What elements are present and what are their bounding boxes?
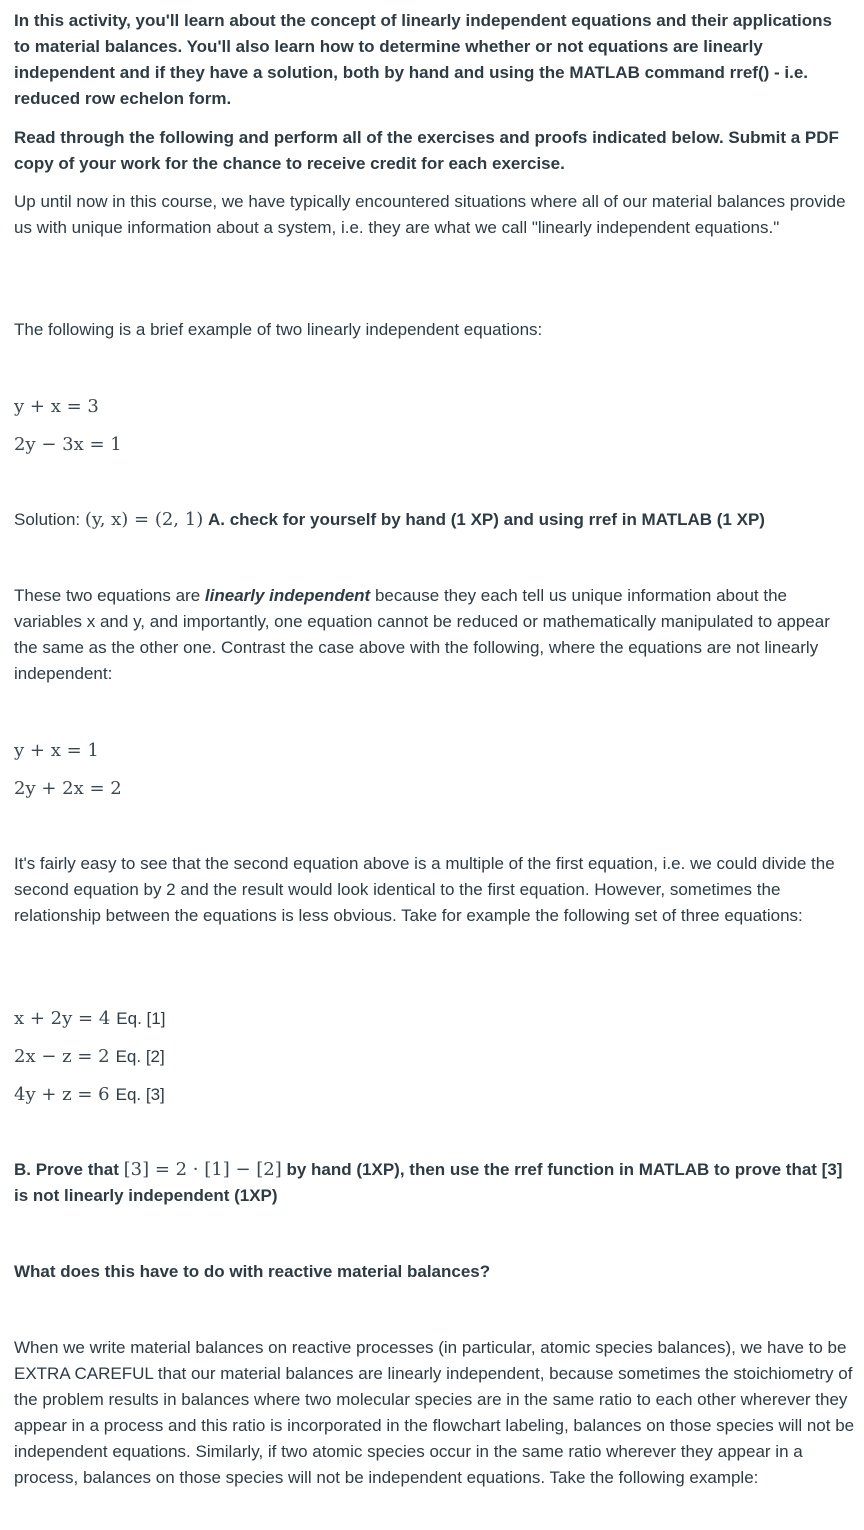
eq1-label: Eq. [1] (116, 1009, 166, 1028)
section-heading: What does this have to do with reactive material balances? (14, 1262, 491, 1281)
exercise-b-suffix: by hand (1XP), then use the rref function in MATLAB to prove that [3] is not linearly independent (1XP) (14, 1160, 843, 1205)
eq2-label: Eq. [2] (115, 1047, 165, 1066)
equation-set2-1: y + x = 1 (14, 740, 99, 761)
equation-set3-1 (14, 1006, 852, 1032)
paragraph-linearly-independent (14, 583, 852, 687)
paragraph-linear-independence: Up until now in this course, we have typically encountered situations where all of our material balances provide us with unique information about a system, i.e. they are what we call "linearly independent equations." (14, 192, 846, 237)
linearly-independent-emphasis: linearly independent (204, 586, 371, 605)
solution-label: Solution: (14, 510, 85, 529)
equation-set3-2 (14, 1044, 852, 1070)
para5-after: because they each tell us unique information about the variables x and y, and importantly, one equation cannot be reduced or mathematically manipulated to appear the same as the other one. Contrast the case above with the following, where the equations are not linearly independent: (14, 586, 830, 683)
paragraph-reactive-balances: When we write material balances on reactive processes (in particular, atomic species balances), we have to be EXTRA CAREFUL that our material balances are linearly independent, because sometimes the stoichiometry of the problem results in balances where two molecular species are in the same ratio to each other wherever they appear in a process and this ratio is incorporated in the flowchart labeling, balances on those species will not be independent equations. Similarly, if two atomic species occur in the same ratio wherever they appear in a process, balances on those species will not be independent equations. Take the following example: (14, 1338, 855, 1487)
eq3-label: Eq. [3] (115, 1085, 165, 1104)
intro-paragraph-2: Read through the following and perform all of the exercises and proofs indicated below. Submit a PDF copy of your work for the chance to receive credit for each exercise. (14, 128, 839, 173)
intro-paragraph-1: In this activity, you'll learn about the concept of linearly independent equations and their applications to material balances. You'll also learn how to determine whether or not equations are linearly independent and if they have a solution, both by hand and using the MATLAB command rref() - i.e. reduced row echelon form. (14, 11, 832, 108)
equation-set1-2: 2y − 3x = 1 (14, 434, 122, 455)
equation-set3-3 (14, 1082, 852, 1108)
eq3-math: 4y + z = 6 (14, 1084, 110, 1105)
exercise-b-prefix: B. Prove that (14, 1160, 124, 1179)
paragraph-brief-example: The following is a brief example of two linearly independent equations: (14, 320, 543, 339)
para5-before: These two equations are (14, 586, 205, 605)
solution-line (14, 507, 852, 533)
eq2-math: 2x − z = 2 (14, 1046, 110, 1067)
equation-set1-1: y + x = 3 (14, 396, 99, 417)
exercise-a: A. check for yourself by hand (1 XP) and using rref in MATLAB (1 XP) (207, 510, 765, 529)
solution-math: (y, x) = (2, 1) (84, 509, 204, 530)
eq1-math: x + 2y = 4 (14, 1008, 111, 1029)
equation-set2-2: 2y + 2x = 2 (14, 778, 122, 799)
exercise-b-math: [3] = 2 · [1] − [2] (123, 1159, 282, 1180)
exercise-b (14, 1157, 852, 1209)
paragraph-multiple: It's fairly easy to see that the second equation above is a multiple of the first equation, i.e. we could divide the second equation by 2 and the result would look identical to the first equation. However, sometimes the relationship between the equations is less obvious. Take for example the following set of three equations: (14, 854, 835, 925)
